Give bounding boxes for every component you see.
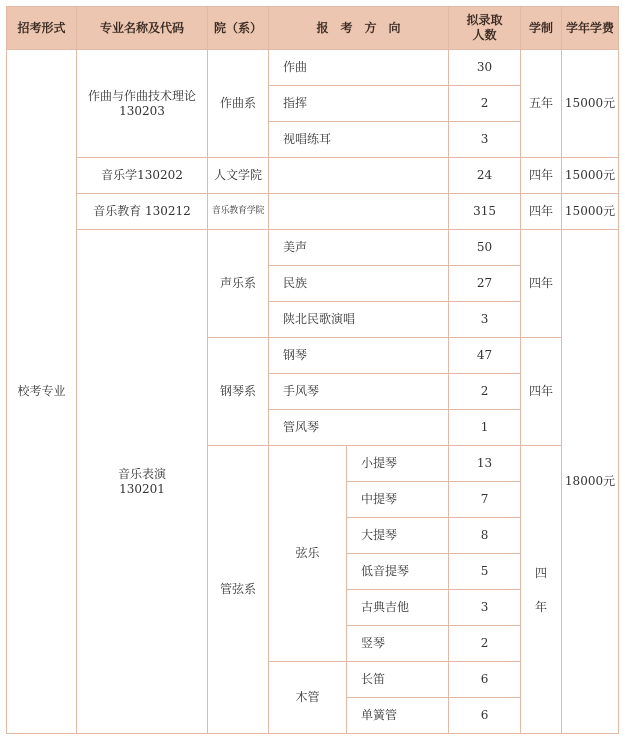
header-duration: 学制 [521,7,562,50]
plan-cell: 6 [449,698,521,734]
duration-keyboard: 四年 [521,338,562,446]
instrument-cell: 小提琴 [347,446,449,482]
table-row [7,158,619,194]
dept-music-education: 音乐教育学院 [208,194,269,230]
group-woodwinds: 木管 [269,662,347,734]
major-composition-name: 作曲与作曲技术理论 [87,88,196,103]
duration-composition: 五年 [521,50,562,158]
header-tuition: 学年学费 [562,7,619,50]
instrument-cell: 中提琴 [347,482,449,518]
tuition-music-education: 15000元 [562,194,619,230]
header-major: 专业名称及代码 [77,7,208,50]
header-row [7,7,619,50]
header-exam-form: 招考形式 [7,7,77,50]
direction-cell: 管风琴 [269,410,449,446]
direction-cell: 陕北民歌演唱 [269,302,449,338]
major-performance-code: 130201 [119,481,165,496]
plan-cell: 3 [449,122,521,158]
exam-form-cell: 校考专业 [7,50,77,734]
plan-cell: 7 [449,482,521,518]
dept-orchestra: 管弦系 [208,446,269,734]
header-department: 院（系） [208,7,269,50]
plan-cell: 50 [449,230,521,266]
instrument-cell: 长笛 [347,662,449,698]
duration-orchestra [521,446,562,734]
instrument-cell: 单簧管 [347,698,449,734]
header-plan-line2: 人数 [472,28,497,42]
direction-cell: 作曲 [269,50,449,86]
header-direction: 报 考 方 向 [269,7,449,50]
direction-cell: 美声 [269,230,449,266]
instrument-cell: 竖琴 [347,626,449,662]
instrument-cell: 古典吉他 [347,590,449,626]
plan-cell: 5 [449,554,521,590]
major-musicology: 音乐学130202 [77,158,208,194]
header-planned-enrollment [449,7,521,50]
dept-vocal: 声乐系 [208,230,269,338]
direction-cell [269,194,449,230]
group-strings: 弦乐 [269,446,347,662]
plan-cell: 1 [449,410,521,446]
direction-cell [269,158,449,194]
plan-cell: 315 [449,194,521,230]
direction-cell: 指挥 [269,86,449,122]
plan-cell: 8 [449,518,521,554]
plan-cell: 13 [449,446,521,482]
major-music-education: 音乐教育 130212 [77,194,208,230]
dept-keyboard: 钢琴系 [208,338,269,446]
duration-orchestra-line1: 四 [535,565,548,580]
header-plan-line1: 拟录取 [466,13,503,27]
instrument-cell: 低音提琴 [347,554,449,590]
tuition-performance: 18000元 [562,230,619,734]
duration-orchestra-line2: 年 [535,599,548,614]
direction-cell: 视唱练耳 [269,122,449,158]
plan-cell: 47 [449,338,521,374]
major-composition-code: 130203 [119,103,165,118]
duration-vocal: 四年 [521,230,562,338]
plan-cell: 2 [449,374,521,410]
tuition-musicology: 15000元 [562,158,619,194]
instrument-cell: 大提琴 [347,518,449,554]
enrollment-plan-table [6,6,619,734]
table-row [7,194,619,230]
tuition-composition: 15000元 [562,50,619,158]
duration-musicology: 四年 [521,158,562,194]
table-row [7,50,619,86]
direction-cell: 手风琴 [269,374,449,410]
plan-cell: 24 [449,158,521,194]
duration-music-education: 四年 [521,194,562,230]
major-composition [77,50,208,158]
major-performance [77,230,208,734]
direction-cell: 民族 [269,266,449,302]
direction-cell: 钢琴 [269,338,449,374]
plan-cell: 2 [449,626,521,662]
plan-cell: 2 [449,86,521,122]
dept-composition: 作曲系 [208,50,269,158]
plan-cell: 30 [449,50,521,86]
major-performance-name: 音乐表演 [117,466,166,481]
plan-cell: 3 [449,302,521,338]
plan-cell: 27 [449,266,521,302]
table-row [7,230,619,266]
plan-cell: 3 [449,590,521,626]
dept-humanities: 人文学院 [208,158,269,194]
plan-cell: 6 [449,662,521,698]
